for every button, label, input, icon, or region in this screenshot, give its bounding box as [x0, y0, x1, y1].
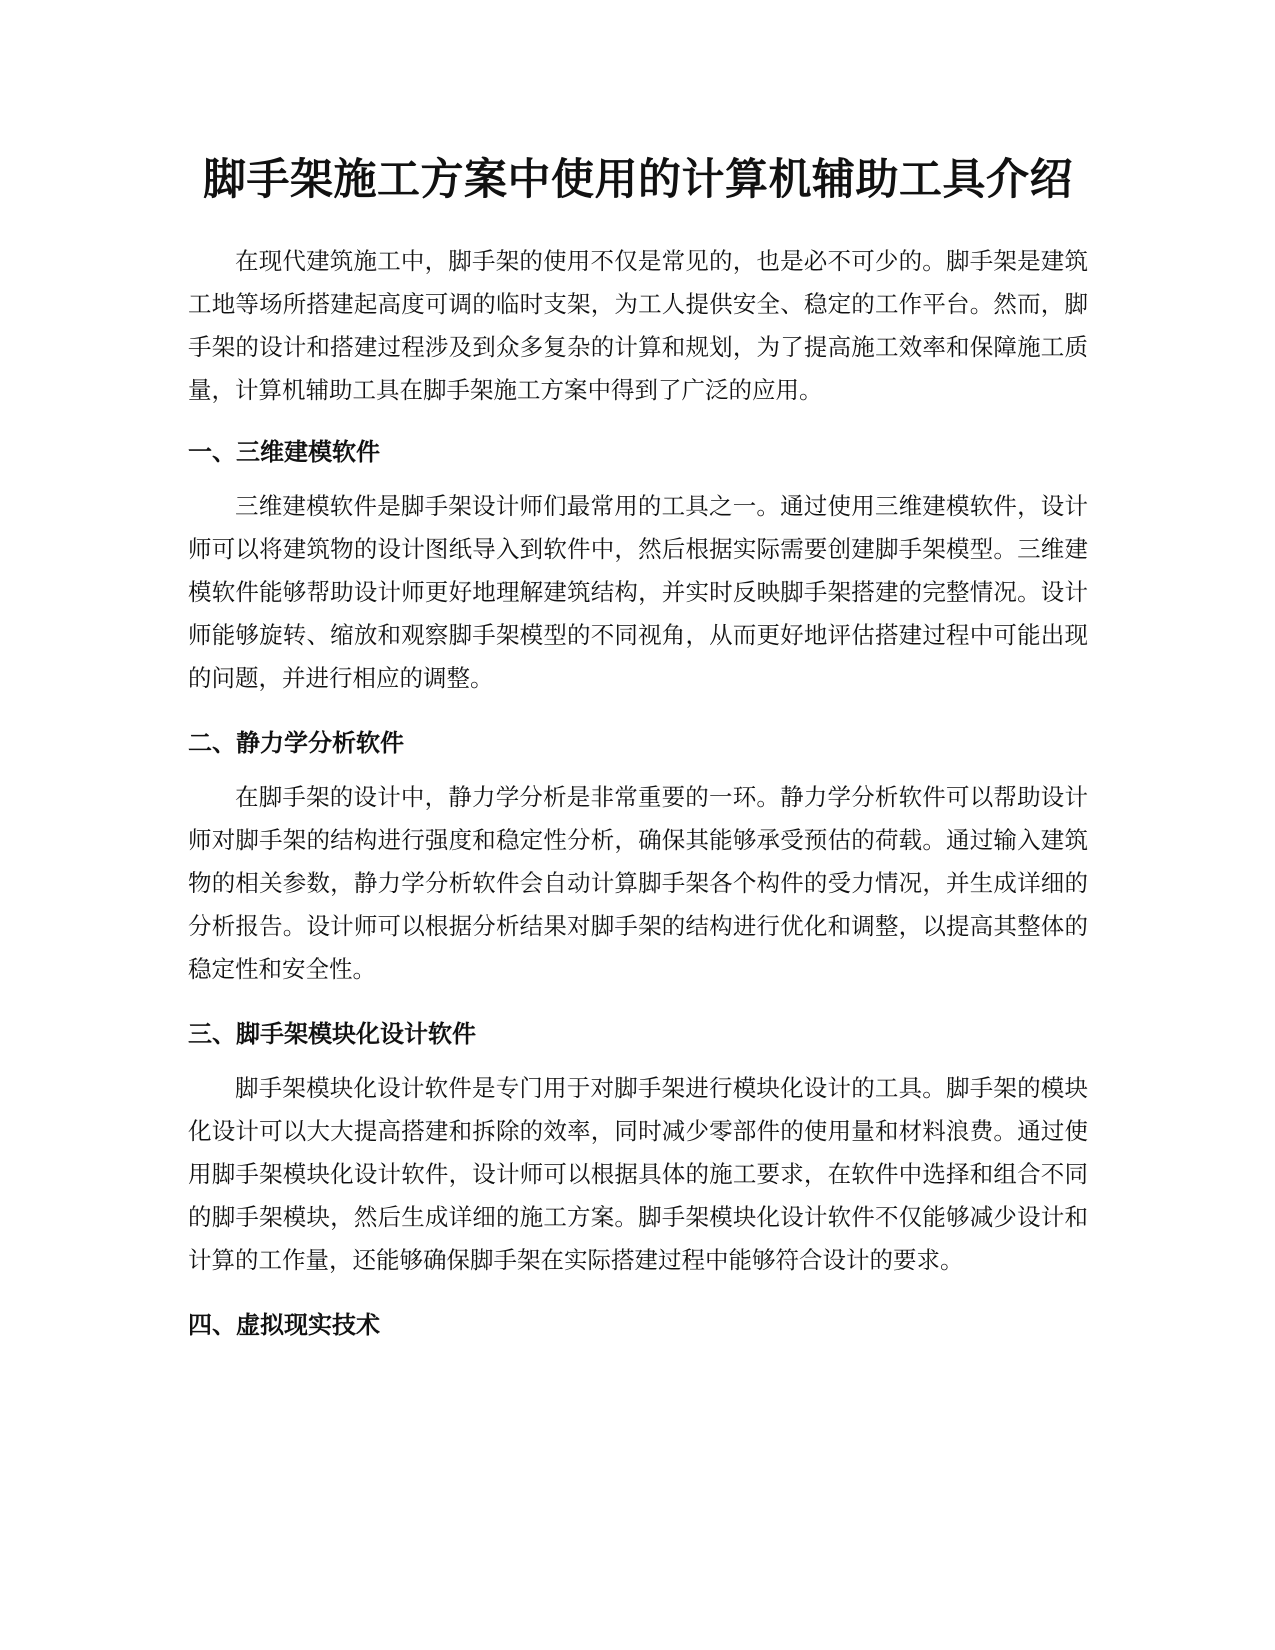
section-body-1: 三维建模软件是脚手架设计师们最常用的工具之一。通过使用三维建模软件，设计师可以将建筑物的设计图纸导入到软件中，然后根据实际需要创建脚手架模型。三维建模软件能够帮助设计师更好地理解建筑结构，并实时反映脚手架搭建的完整情况。设计师能够旋转、缩放和观察脚手架模型的不同视角，从而更好地评估搭建过程中可能出现的问题，并进行相应的调整。 — [188, 492, 1088, 692]
section-heading-1: 一、三维建模软件 — [188, 438, 380, 466]
document-page — [188, 140, 1088, 1347]
section-body-2: 在脚手架的设计中，静力学分析是非常重要的一环。静力学分析软件可以帮助设计师对脚手架的结构进行强度和稳定性分析，确保其能够承受预估的荷载。通过输入建筑物的相关参数，静力学分析软件会自动计算脚手架各个构件的受力情况，并生成详细的分析报告。设计师可以根据分析结果对脚手架的结构进行优化和调整，以提高其整体的稳定性和安全性。 — [188, 783, 1088, 983]
section-heading-4: 四、虚拟现实技术 — [188, 1311, 380, 1339]
section-body-3: 脚手架模块化设计软件是专门用于对脚手架进行模块化设计的工具。脚手架的模块化设计可以大大提高搭建和拆除的效率，同时减少零部件的使用量和材料浪费。通过使用脚手架模块化设计软件，设计师可以根据具体的施工要求，在软件中选择和组合不同的脚手架模块，然后生成详细的施工方案。脚手架模块化设计软件不仅能够减少设计和计算的工作量，还能够确保脚手架在实际搭建过程中能够符合设计的要求。 — [188, 1074, 1088, 1274]
intro-paragraph: 在现代建筑施工中，脚手架的使用不仅是常见的，也是必不可少的。脚手架是建筑工地等场所搭建起高度可调的临时支架，为工人提供安全、稳定的工作平台。然而，脚手架的设计和搭建过程涉及到众多复杂的计算和规划，为了提高施工效率和保障施工质量，计算机辅助工具在脚手架施工方案中得到了广泛的应用。 — [188, 247, 1088, 404]
section-heading-3: 三、脚手架模块化设计软件 — [188, 1020, 476, 1048]
document-title: 脚手架施工方案中使用的计算机辅助工具介绍 — [203, 155, 1073, 205]
section-heading-2: 二、静力学分析软件 — [188, 729, 404, 757]
